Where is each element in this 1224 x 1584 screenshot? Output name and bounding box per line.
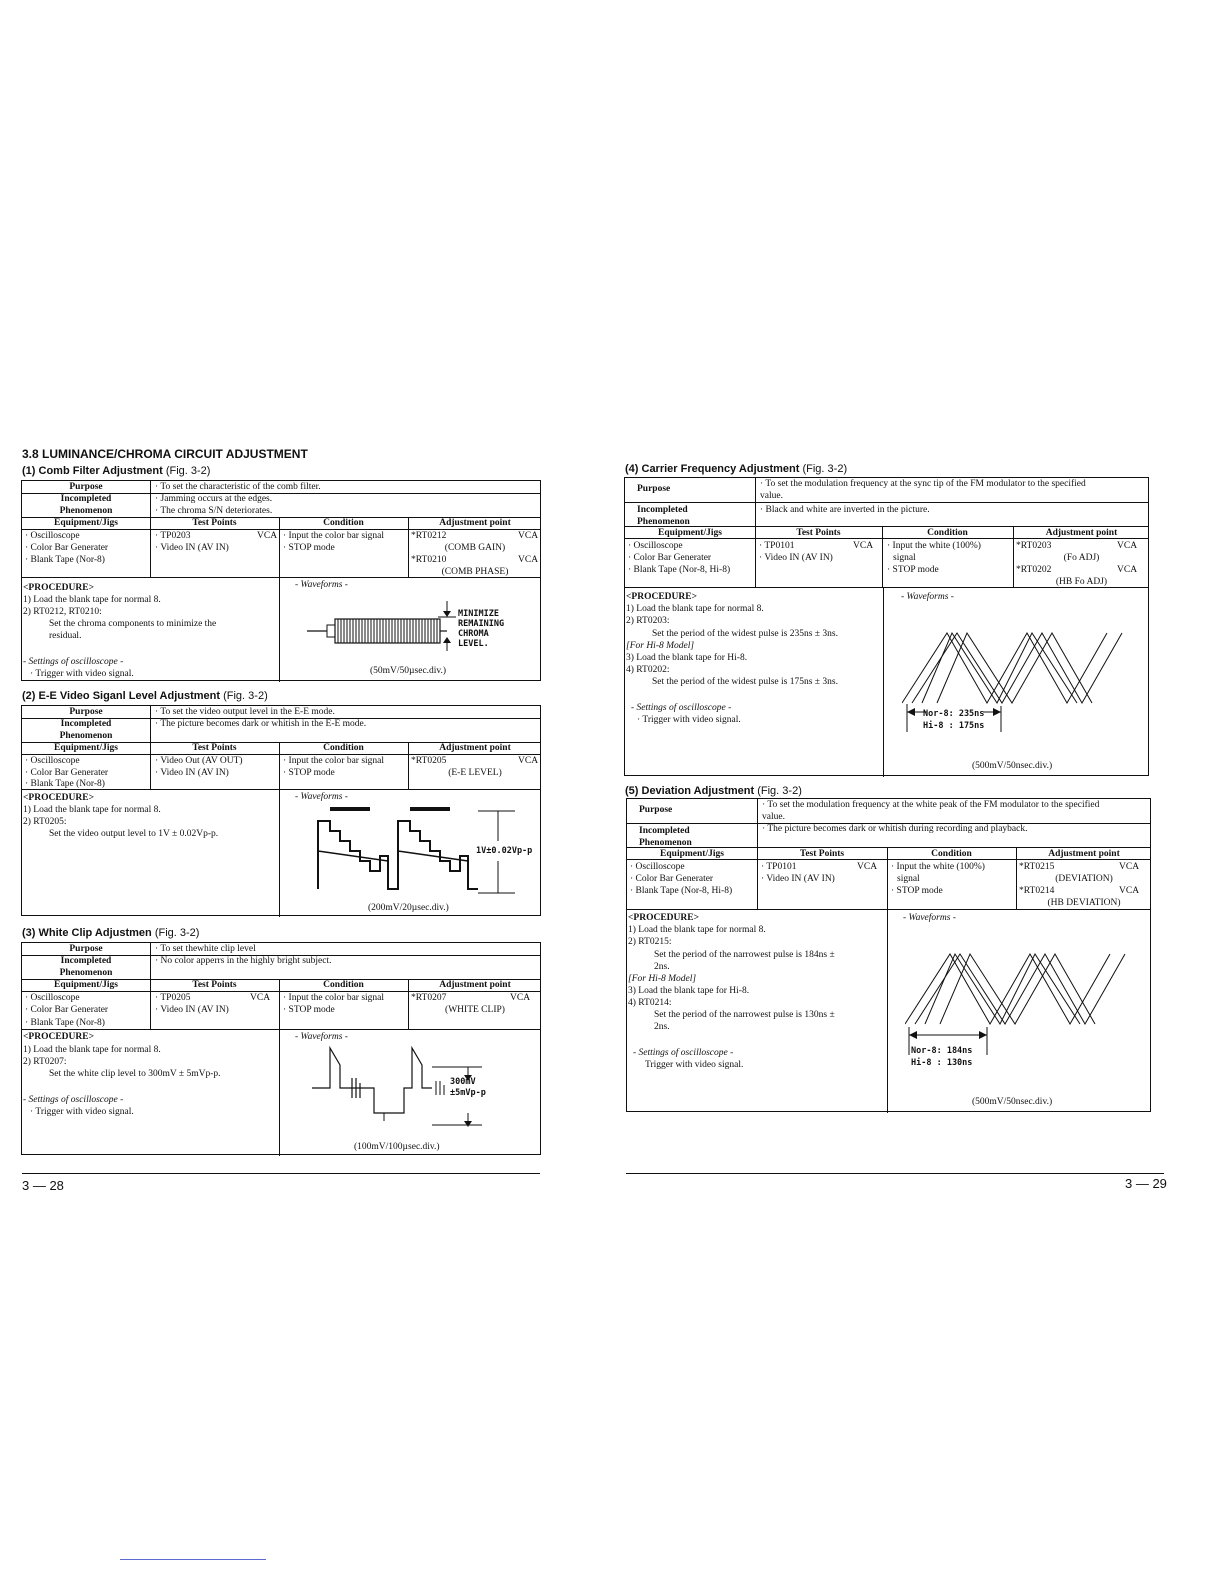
s5-title: (5) Deviation Adjustment (Fig. 3-2) [625,785,802,797]
s3-adj-1: *RT0207 [411,993,447,1003]
s2-cond-2: · STOP mode [283,768,335,778]
s3-scale: (100mV/100µsec.div.) [354,1142,440,1152]
s4-incompleted-label: Incompleted [637,505,688,515]
s4-scale: (500mV/50nsec.div.) [972,761,1053,771]
s1-tp-2: · Video IN (AV IN) [155,543,229,553]
s3-proc-3: Set the white clip level to 300mV ± 5mVp-p. [49,1069,221,1079]
section-heading: 3.8 LUMINANCE/CHROMA CIRCUIT ADJUSTMENT [22,447,308,461]
s1-adj-2: (COMB GAIN) [444,543,506,553]
s3-adj-header: Adjustment point [439,980,511,990]
s1-adj-header: Adjustment point [439,518,511,528]
s2-phenomenon-label: Phenomenon [59,731,113,741]
s1-phenomenon-2: · The chroma S/N deteriorates. [155,506,273,516]
s3-trigger: · Trigger with video signal. [30,1107,134,1117]
s4-trigger: · Trigger with video signal. [637,715,741,725]
s1-equip-2: · Color Bar Generater [25,543,109,553]
s2-proc-2: 2) RT0205: [23,817,67,827]
s4-purpose-2: value. [760,491,783,501]
s5-proc-3: Set the period of the narrowest pulse is 184ns ± [654,950,835,960]
s4-phenomenon: · Black and white are inverted in the picture. [760,505,930,515]
s3-tp-header: Test Points [192,980,237,990]
s5-adj-1: *RT0215 [1019,862,1055,872]
s4-adj-4: (HB Fo ADJ) [1055,577,1108,587]
s5-proc-4: 2ns. [654,962,670,972]
s2-adj-2: (E-E LEVEL) [448,768,502,778]
s1-proc-2: 2) RT0212, RT0210: [23,607,102,617]
s2-title: (2) E-E Video Siganl Level Adjustment (Fig. 3-2) [22,690,268,702]
s1-scale: (50mV/50µsec.div.) [370,666,447,676]
s1-tp-header: Test Points [192,518,237,528]
s3-wf-label-2: ±5mVp-p [450,1088,486,1098]
s5-wf-label-1: Nor-8: 184ns [911,1046,973,1056]
s4-procedure-label: <PROCEDURE> [626,592,697,602]
s5-table [626,798,1151,1112]
s2-equip-1: · Oscilloscope [25,756,80,766]
s5-adj-4: (HB DEVIATION) [1047,898,1121,908]
s2-tp-header: Test Points [192,743,237,753]
page-number-left: 3 — 28 [22,1178,64,1193]
s1-wf-label-2: REMAINING [458,619,505,629]
s2-equip-3: · Blank Tape (Nor-8) [25,779,105,789]
s5-proc-1: 1) Load the blank tape for normal 8. [628,925,766,935]
s2-procedure-label: <PROCEDURE> [23,793,94,803]
s1-settings-label: - Settings of oscilloscope - [23,657,124,667]
s4-equip-2: · Color Bar Generater [628,553,712,563]
s5-equip-3: · Blank Tape (Nor-8, Hi-8) [630,886,733,896]
s4-proc-1: 1) Load the blank tape for normal 8. [626,604,764,614]
s5-proc-7: 4) RT0214: [628,998,672,1008]
s5-purpose: · To set the modulation frequency at the white peak of the FM modulator to the specified [762,800,1100,810]
s1-phenomenon: · Jamming occurs at the edges. [155,494,273,504]
page-number-right: 3 — 29 [1125,1176,1167,1191]
s4-tp-vca: VCA [853,541,874,551]
s1-title: (1) Comb Filter Adjustment (Fig. 3-2) [22,465,211,477]
s3-title: (3) White Clip Adjustmen (Fig. 3-2) [22,927,200,939]
s4-proc-7: Set the period of the widest pulse is 175ns ± 3ns. [652,677,838,687]
s1-adj-1: *RT0212 [411,531,447,541]
s4-adj-2: (Fo ADJ) [1063,553,1100,563]
s2-phenomenon: · The picture becomes dark or whitish in the E-E mode. [155,719,367,729]
s4-equip-1: · Oscilloscope [628,541,683,551]
s5-scale: (500mV/50nsec.div.) [972,1097,1053,1107]
s1-equip-1: · Oscilloscope [25,531,80,541]
s5-procedure-label: <PROCEDURE> [628,913,699,923]
s5-phenomenon: · The picture becomes dark or whitish during recording and playback. [762,824,1028,834]
s3-equip-2: · Color Bar Generater [25,1005,109,1015]
s2-cond-header: Condition [323,743,364,753]
s4-proc-3: Set the period of the widest pulse is 235ns ± 3ns. [652,629,838,639]
s5-proc-9: 2ns. [654,1022,670,1032]
s2-tp-2: · Video IN (AV IN) [155,768,229,778]
s5-tp-vca: VCA [857,862,878,872]
s2-incompleted-label: Incompleted [60,719,112,729]
s3-proc-2: 2) RT0207: [23,1057,67,1067]
s3-wf-label-1: 300mV [450,1077,476,1087]
s2-purpose-label: Purpose [69,707,103,717]
s3-tp-1: · TP0205 [155,993,191,1003]
s3-procedure-label: <PROCEDURE> [23,1032,94,1042]
s1-wf-label-4: LEVEL. [458,639,489,649]
s4-proc-6: 4) RT0202: [626,665,670,675]
s1-wf-label-1: MINIMIZE [458,609,499,619]
s1-waveform [307,601,447,651]
s3-equip-1: · Oscilloscope [25,993,80,1003]
s1-equip-3: · Blank Tape (Nor-8) [25,555,105,565]
s1-tp-vca: VCA [257,531,278,541]
s1-arrows-icon [438,601,456,661]
s3-tp-2: · Video IN (AV IN) [155,1005,229,1015]
s1-proc-3: Set the chroma components to minimize the [49,619,217,629]
s1-tp-1: · TP0203 [155,531,191,541]
s4-proc-5: 3) Load the blank tape for Hi-8. [626,653,748,663]
s4-wf-label-1: Nor-8: 235ns [923,709,985,719]
s4-tp-2: · Video IN (AV IN) [759,553,833,563]
s5-cond-3: · STOP mode [891,886,943,896]
s5-waveforms-label: - Waveforms - [903,913,956,923]
s5-phenomenon-label: Phenomenon [639,838,692,848]
s4-title: (4) Carrier Frequency Adjustment (Fig. 3-2) [625,463,848,475]
s5-settings-label: - Settings of oscilloscope - [633,1048,734,1058]
s1-proc-1: 1) Load the blank tape for normal 8. [23,595,161,605]
s5-equip-1: · Oscilloscope [630,862,685,872]
s4-table [624,477,1149,776]
s5-purpose-label: Purpose [639,805,673,815]
s5-wf-label-2: Hi-8 : 130ns [911,1058,973,1068]
s1-adj-3: *RT0210 [411,555,447,565]
s2-purpose: · To set the video output level in the E-E mode. [155,707,335,717]
s3-settings-label: - Settings of oscilloscope - [23,1095,124,1105]
bottom-blue-rule [120,1559,266,1560]
s5-proc-5: [For Hi-8 Model] [628,974,697,984]
s1-purpose: · To set the characteristic of the comb filter. [155,482,321,492]
s5-adj-header: Adjustment point [1048,849,1120,859]
s5-cond-1: · Input the white (100%) [891,862,985,872]
s3-cond-2: · STOP mode [283,1005,335,1015]
s2-scale: (200mV/20µsec.div.) [368,903,449,913]
s4-proc-4: [For Hi-8 Model] [626,641,695,651]
s1-table [21,480,541,681]
s5-adj-3: *RT0214 [1019,886,1055,896]
s4-adj-1: *RT0203 [1016,541,1052,551]
right-footer-rule [626,1173,1164,1174]
s2-adj-vca: VCA [518,756,539,766]
s2-wf-label: 1V±0.02Vp-p [476,846,533,856]
s1-purpose-label: Purpose [69,482,103,492]
s2-cond-1: · Input the color bar signal [283,756,385,766]
s3-purpose-label: Purpose [69,944,103,954]
s4-proc-2: 2) RT0203: [626,616,670,626]
s3-adj-vca: VCA [510,993,531,1003]
s5-waveform [905,949,1127,1029]
s3-equip-3: · Blank Tape (Nor-8) [25,1018,105,1028]
s4-waveform [902,628,1124,708]
s4-wf-label [923,708,984,732]
s5-incompleted-label: Incompleted [639,826,690,836]
s2-waveforms-label: - Waveforms - [295,792,348,802]
s4-cond-header: Condition [927,528,968,538]
s3-equipment-header: Equipment/Jigs [54,980,118,990]
s4-adj-vca-2: VCA [1117,565,1138,575]
s5-purpose-2: value. [762,812,785,822]
s1-waveforms-label: - Waveforms - [295,580,348,590]
s4-equipment-header: Equipment/Jigs [658,528,722,538]
s1-incompleted-label: Incompleted [60,494,112,504]
s4-purpose: · To set the modulation frequency at the sync tip of the FM modulator to the specified [760,479,1086,489]
s5-adj-vca-1: VCA [1119,862,1140,872]
s4-adj-header: Adjustment point [1045,528,1118,538]
s2-equip-2: · Color Bar Generater [25,768,109,778]
s5-proc-2: 2) RT0215: [628,937,672,947]
s4-adj-vca-1: VCA [1117,541,1138,551]
s2-proc-3: Set the video output level to 1V ± 0.02Vp-p. [49,829,219,839]
s5-wf-label [911,1045,972,1069]
s1-proc-4: residual. [49,631,82,641]
s4-waveforms-label: - Waveforms - [901,592,954,602]
s1-trigger: · Trigger with video signal. [30,669,134,679]
s5-tp-1: · TP0101 [761,862,797,872]
s1-cond-header: Condition [323,518,364,528]
s2-equipment-header: Equipment/Jigs [54,743,118,753]
s1-adj-vca-2: VCA [518,555,539,565]
s1-cond-2: · STOP mode [283,543,335,553]
s4-phenomenon-label: Phenomenon [637,517,690,527]
s3-purpose: · To set thewhite clip level [155,944,256,954]
s4-cond-2: signal [893,553,916,563]
s5-cond-header: Condition [931,849,972,859]
s4-purpose-label: Purpose [637,484,671,494]
s1-wf-label [458,609,504,649]
s1-adj-vca-1: VCA [518,531,539,541]
s4-adj-3: *RT0202 [1016,565,1052,575]
s4-cond-3: · STOP mode [887,565,939,575]
s3-tp-vca: VCA [250,993,271,1003]
s3-adj-2: (WHITE CLIP) [445,1005,505,1015]
s3-waveforms-label: - Waveforms - [295,1032,348,1042]
s3-incompleted-label: Incompleted [60,956,112,966]
s5-tp-header: Test Points [799,849,845,859]
s3-wf-label [450,1077,486,1099]
s5-equipment-header: Equipment/Jigs [660,849,724,859]
s1-adj-4: (COMB PHASE) [441,567,509,577]
s3-phenomenon-label: Phenomenon [59,968,113,978]
s5-trigger: Trigger with video signal. [645,1060,744,1070]
s3-phenomenon: · No color apperrs in the highly bright subject. [155,956,332,966]
s2-tp-1: · Video Out (AV OUT) [155,756,243,766]
s3-proc-1: 1) Load the blank tape for normal 8. [23,1045,161,1055]
s1-procedure-label: <PROCEDURE> [23,583,94,593]
s5-proc-6: 3) Load the blank tape for Hi-8. [628,986,750,996]
left-footer-rule [22,1173,540,1174]
s5-proc-8: Set the period of the narrowest pulse is 130ns ± [654,1010,835,1020]
s5-adj-2: (DEVIATION) [1055,874,1113,884]
s4-wf-label-2: Hi-8 : 175ns [923,721,985,731]
s1-phenomenon-label: Phenomenon [59,506,113,516]
s5-adj-vca-2: VCA [1119,886,1140,896]
s3-cond-header: Condition [323,980,364,990]
s4-cond-1: · Input the white (100%) [887,541,981,551]
s3-table [21,942,541,1155]
s2-adj-header: Adjustment point [439,743,511,753]
s5-cond-2: signal [897,874,920,884]
s1-equipment-header: Equipment/Jigs [54,518,118,528]
s4-tp-header: Test Points [796,528,841,538]
s4-settings-label: - Settings of oscilloscope - [631,703,732,713]
s2-table [21,705,541,916]
s2-adj-1: *RT0205 [411,756,447,766]
s5-equip-2: · Color Bar Generater [630,874,714,884]
s1-wf-label-3: CHROMA [458,629,489,639]
s5-tp-2: · Video IN (AV IN) [761,874,835,884]
s2-proc-1: 1) Load the blank tape for normal 8. [23,805,161,815]
s4-tp-1: · TP0101 [759,541,795,551]
s3-cond-1: · Input the color bar signal [283,993,385,1003]
s4-equip-3: · Blank Tape (Nor-8, Hi-8) [628,565,731,575]
s1-cond-1: · Input the color bar signal [283,531,385,541]
